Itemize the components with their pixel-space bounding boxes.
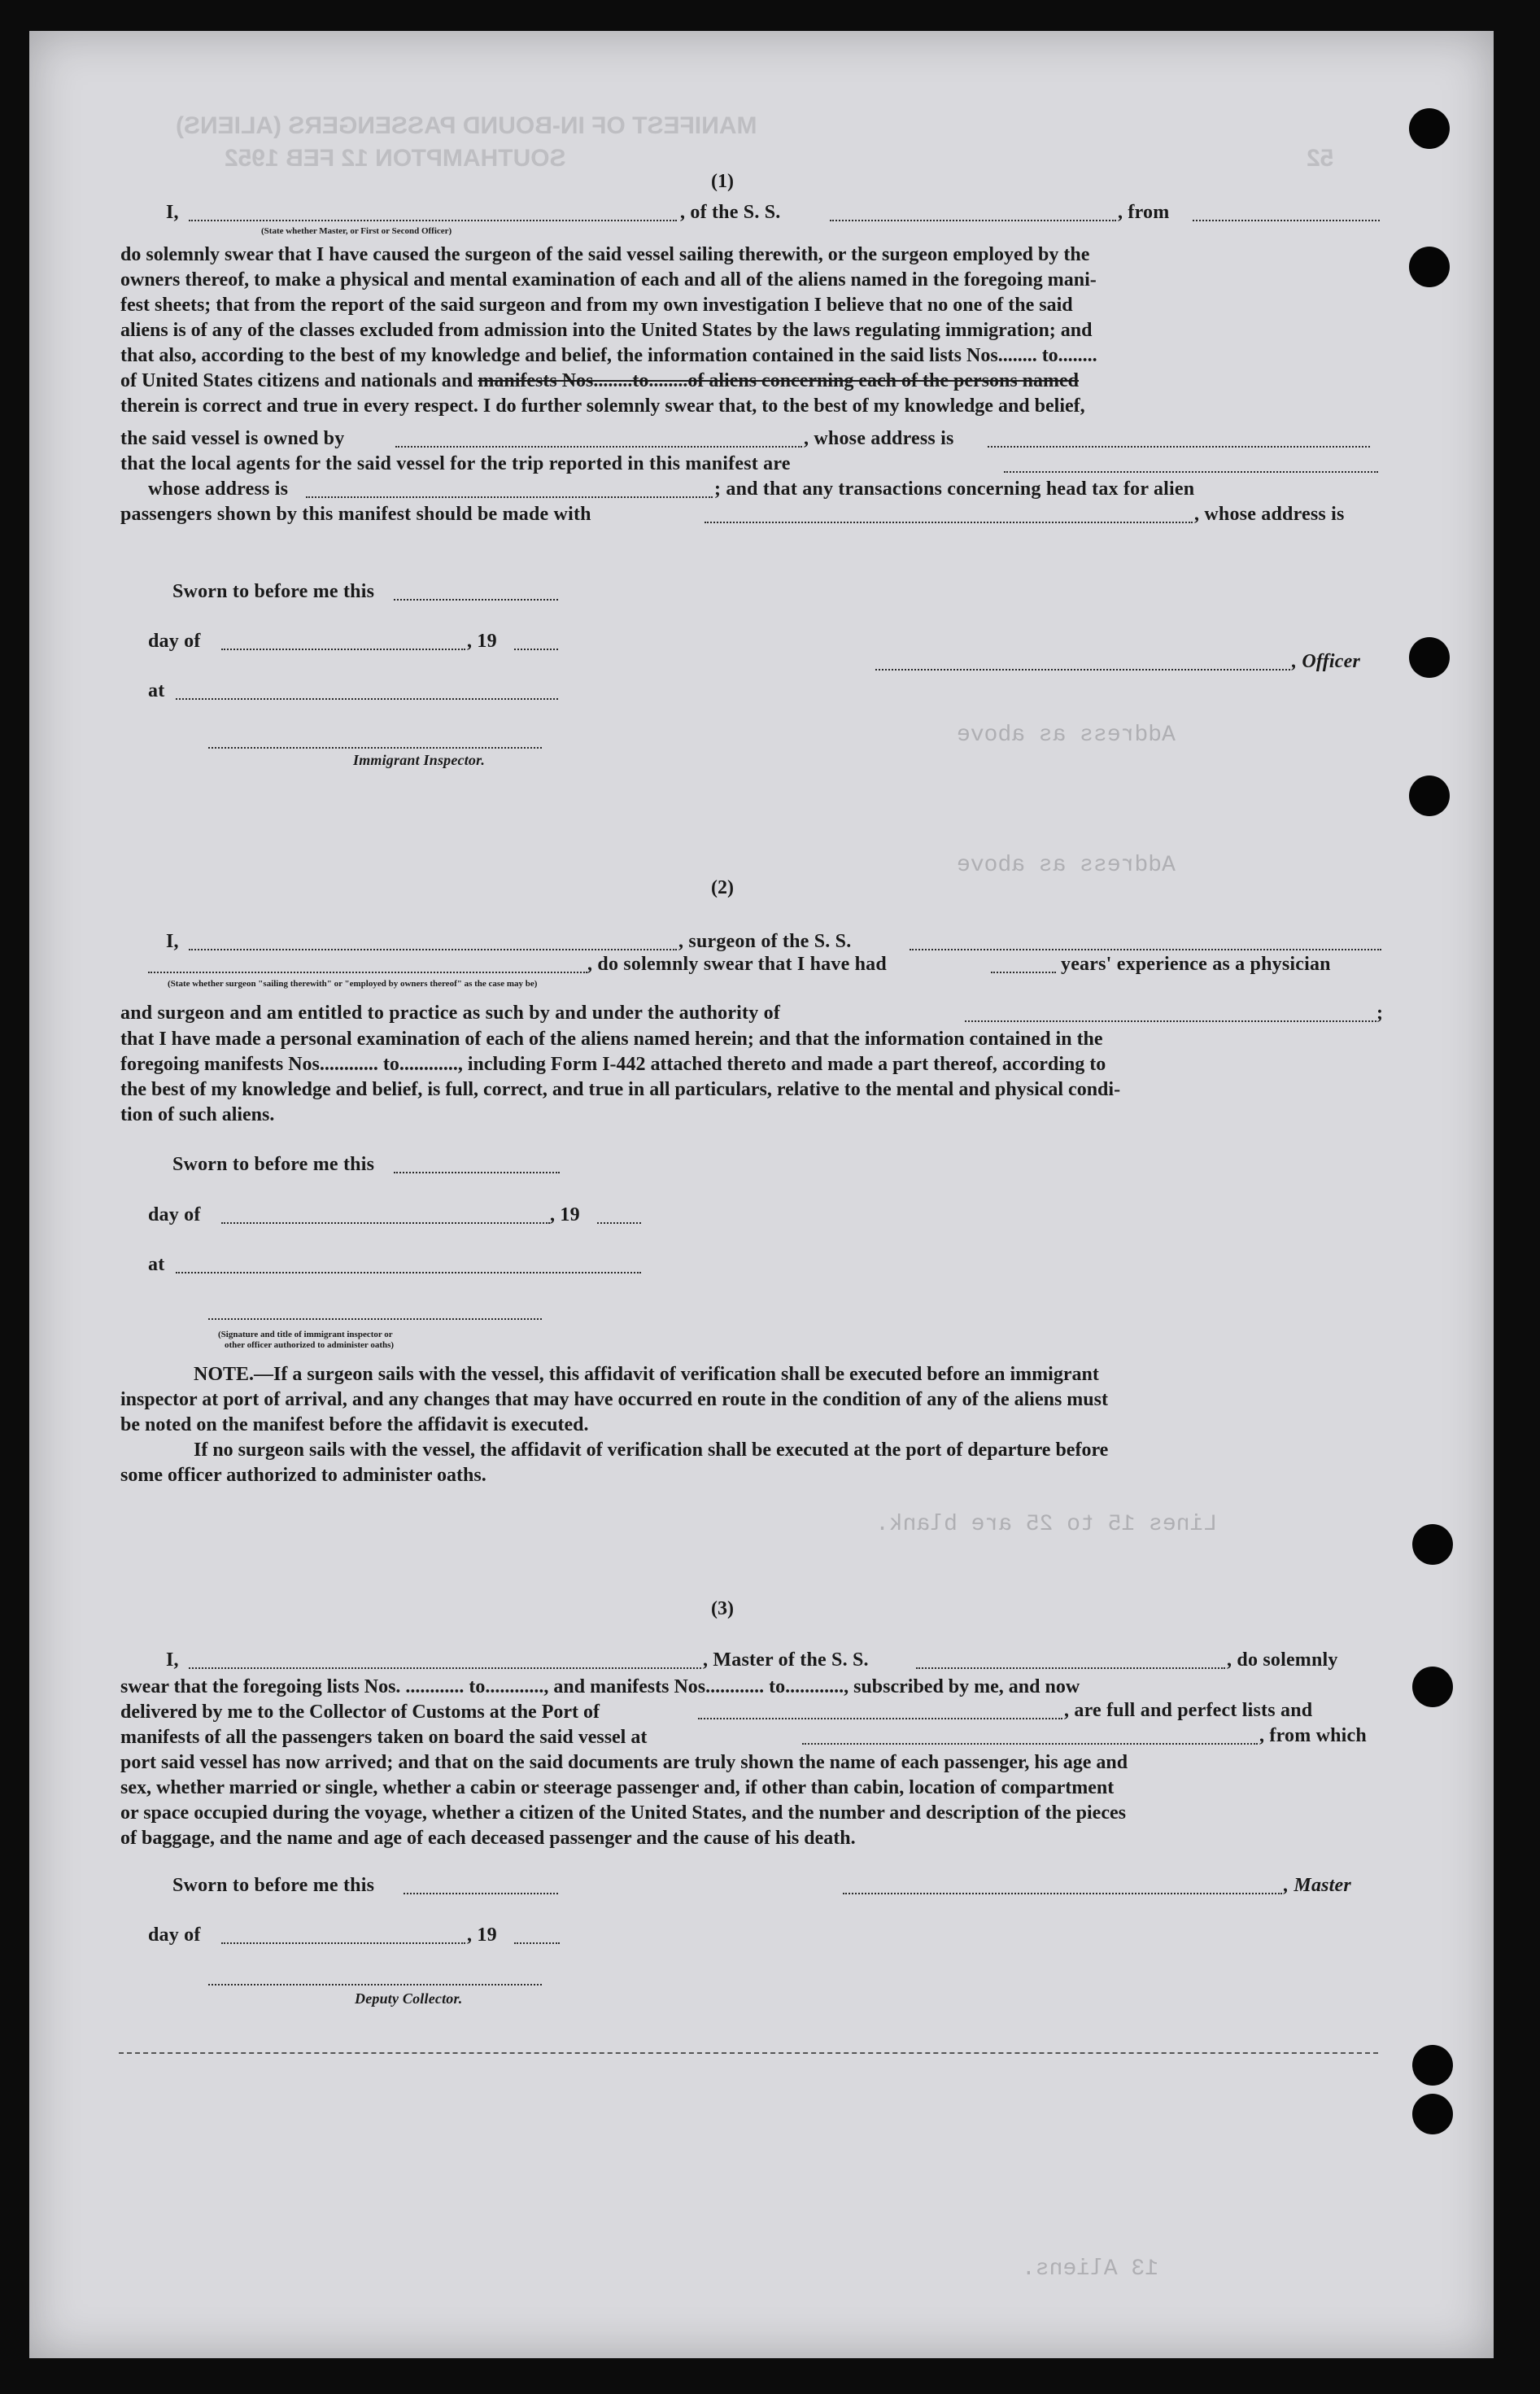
day-of-label: day of <box>148 1204 201 1225</box>
inspector-signature-field[interactable] <box>208 747 542 749</box>
immigrant-inspector-label: Immigrant Inspector. <box>353 752 486 768</box>
master-name-field[interactable] <box>189 1667 701 1669</box>
master-name-field[interactable] <box>189 220 677 221</box>
show-through-header: MANIFEST OF IN-BOUND PASSENGERS (ALIENS) <box>176 112 757 139</box>
vessel-name-field[interactable] <box>830 220 1116 221</box>
note-line: NOTE.—If a surgeon sails with the vessel, this affidavit of verification shall be executed before an immigrant <box>194 1364 1099 1385</box>
section-1-line: do solemnly swear that I have caused the surgeon of the said vessel sailing therewith, or the surgeon employed by the <box>120 244 1090 265</box>
authority-field[interactable] <box>965 1020 1376 1022</box>
note-text <box>120 1362 1381 1488</box>
authority-semicolon: ; <box>1376 1003 1384 1024</box>
surgeon-status-field[interactable] <box>148 972 587 973</box>
year-label: , 19 <box>467 1924 497 1946</box>
show-through-number: 52 <box>1307 145 1334 172</box>
month-field[interactable] <box>221 1222 550 1224</box>
year-label: , 19 <box>550 1204 580 1225</box>
section-1-line: fest sheets; that from the report of the said surgeon and from my own investigation I believe that no one of the said <box>120 295 1073 316</box>
year-label: , 19 <box>467 631 497 652</box>
section-1-line: owners thereof, to make a physical and mental examination of each and all of the aliens named in the foregoing mani- <box>120 269 1097 291</box>
surgeon-name-field[interactable] <box>189 949 677 950</box>
section-2-line: tion of such aliens. <box>120 1104 275 1125</box>
deputy-collector-label: Deputy Collector. <box>355 1990 463 2007</box>
section-1-line: therein is correct and true in every respect. I do further solemnly swear that, to the best of my knowledge and belief, <box>120 395 1085 417</box>
sworn-date-field[interactable] <box>394 599 558 601</box>
made-with-label: passengers shown by this manifest should be made with <box>120 504 591 525</box>
from-label: , from <box>1118 202 1170 223</box>
master-of-label: , Master of the S. S. <box>703 1649 869 1671</box>
at-label: at <box>148 680 165 701</box>
section-2-text <box>120 1027 1381 1128</box>
punch-hole <box>1409 775 1450 816</box>
authority-label: and surgeon and am entitled to practice as such by and under the authority of <box>120 1003 781 1024</box>
year-field[interactable] <box>597 1222 641 1224</box>
month-field[interactable] <box>221 649 465 650</box>
note-line: If no surgeon sails with the vessel, the affidavit of verification shall be executed at the port of departure before <box>194 1439 1109 1461</box>
signature-caption: (Signature and title of immigrant inspector or <box>218 1330 393 1339</box>
signature-caption: other officer authorized to administer oaths) <box>225 1340 395 1350</box>
solemnly-label: , do solemnly <box>1227 1649 1338 1671</box>
section-3-line: port said vessel has now arrived; and that on the said documents are truly shown the name of each passenger, his age and <box>120 1752 1128 1773</box>
section-3-i: I, <box>166 1649 179 1671</box>
show-through-lines-blank: Lines 15 to 25 are blank. <box>875 1512 1218 1537</box>
years-field[interactable] <box>991 972 1056 973</box>
of-ss-label: , of the S. S. <box>680 202 781 223</box>
section-2-line: the best of my knowledge and belief, is full, correct, and true in all particulars, relative to the mental and physical condi- <box>120 1079 1121 1100</box>
owned-by-label: the said vessel is owned by <box>120 428 345 449</box>
made-with-address-label: , whose address is <box>1194 504 1345 525</box>
section-2-line: foregoing manifests Nos............ to............, including Form I-442 attached thereto and made a part thereof, according to <box>120 1054 1106 1075</box>
punch-hole <box>1409 637 1450 678</box>
surgeon-caption: (State whether surgeon "sailing therewith" or "employed by owners thereof" as the case may be) <box>168 979 538 989</box>
section-3-line: of baggage, and the name and age of each deceased passenger and the cause of his death. <box>120 1828 856 1849</box>
years-experience-label: years' experience as a physician <box>1061 954 1331 975</box>
section-3-line: or space occupied during the voyage, whether a citizen of the United States, and the number and description of the pieces <box>120 1802 1126 1824</box>
head-tax-text: ; and that any transactions concerning head tax for alien <box>714 478 1195 500</box>
master-signature-field[interactable] <box>843 1893 1282 1894</box>
section-2-i: I, <box>166 931 179 952</box>
owner-field[interactable] <box>395 446 802 448</box>
punch-hole <box>1412 2094 1453 2134</box>
owner-address-label: , whose address is <box>804 428 954 449</box>
sworn-label: Sworn to before me this <box>172 1154 375 1175</box>
at-label: at <box>148 1254 165 1275</box>
show-through-address: Address as above <box>957 723 1176 748</box>
agent-address-field[interactable] <box>306 496 713 498</box>
from-port-field[interactable] <box>1193 220 1380 221</box>
section-1-line-6: of United States citizens and nationals and manifests Nos........to........of aliens concerning each of the persons named <box>120 370 1080 391</box>
section-3-number: (3) <box>711 1598 734 1619</box>
made-with-field[interactable] <box>705 522 1193 523</box>
deputy-collector-signature-field[interactable] <box>208 1984 542 1986</box>
year-field[interactable] <box>514 1942 560 1944</box>
day-of-label: day of <box>148 1924 201 1946</box>
section-2-line: that I have made a personal examination of each of the aliens named herein; and that the information contained in the <box>120 1029 1103 1050</box>
sworn-date-field[interactable] <box>394 1172 560 1173</box>
punch-hole <box>1412 1667 1453 1707</box>
manifest-page <box>29 31 1494 2358</box>
full-perfect-label: , are full and perfect lists and <box>1064 1700 1313 1721</box>
punch-hole <box>1409 247 1450 287</box>
agent-address-label: whose address is <box>148 478 289 500</box>
customs-port-field[interactable] <box>698 1718 1062 1719</box>
show-through-header-2: SOUTHAMPTON 12 FEB 1952 <box>225 145 566 172</box>
show-through-aliens-count: 13 Aliens. <box>1022 2256 1159 2282</box>
departure-port-field[interactable] <box>802 1743 1258 1745</box>
section-3-line: delivered by me to the Collector of Customs at the Port of <box>120 1702 600 1723</box>
show-through-address: Address as above <box>957 853 1176 878</box>
master-label: , Master <box>1284 1875 1351 1896</box>
local-agents-field[interactable] <box>1004 471 1378 473</box>
officer-signature-field[interactable] <box>875 669 1290 671</box>
role-caption: (State whether Master, or First or Second Officer) <box>261 226 452 236</box>
officer-label: , Officer <box>1292 651 1360 672</box>
day-of-label: day of <box>148 631 201 652</box>
inspector-signature-field[interactable] <box>208 1318 542 1320</box>
surgeon-of-label: , surgeon of the S. S. <box>678 931 852 952</box>
section-1-line: aliens is of any of the classes excluded from admission into the United States by the laws regulating immigration; and <box>120 320 1093 341</box>
note-line: some officer authorized to administer oaths. <box>120 1465 486 1486</box>
section-2-number: (2) <box>711 877 734 898</box>
owner-address-field[interactable] <box>988 446 1370 448</box>
solemnly-label: , do solemnly swear that I have had <box>587 954 887 975</box>
section-1-line: that also, according to the best of my knowledge and belief, the information contained in the said lists Nos........ to........ <box>120 345 1097 366</box>
section-1-text <box>120 242 1381 419</box>
note-line: inspector at port of arrival, and any changes that may have occurred en route in the condition of any of the aliens must <box>120 1389 1108 1410</box>
bottom-rule <box>119 2052 1378 2054</box>
vessel-name-field[interactable] <box>916 1667 1225 1669</box>
punch-hole <box>1412 1524 1453 1565</box>
place-field[interactable] <box>176 1272 641 1273</box>
section-1-i: I, <box>166 202 179 223</box>
year-field[interactable] <box>514 649 558 650</box>
section-3-line: swear that the foregoing lists Nos. ............ to............, and manifests Nos............ to............, subscribed by me, and now <box>120 1676 1080 1697</box>
section-1-number: (1) <box>711 171 734 192</box>
month-field[interactable] <box>221 1942 465 1944</box>
struck-text: manifests Nos........to........of aliens concerning each of the persons named <box>478 370 1080 391</box>
punch-hole <box>1409 108 1450 149</box>
note-line: be noted on the manifest before the affidavit is executed. <box>120 1414 589 1435</box>
section-3-line: sex, whether married or single, whether a cabin or steerage passenger and, if other than cabin, location of compartment <box>120 1777 1115 1798</box>
surgeon-vessel-field[interactable] <box>910 949 1381 950</box>
place-field[interactable] <box>176 698 558 700</box>
sworn-label: Sworn to before me this <box>172 1875 375 1896</box>
local-agents-label: that the local agents for the said vessel for the trip reported in this manifest are <box>120 453 791 474</box>
from-which-label: , from which <box>1259 1725 1367 1746</box>
sworn-date-field[interactable] <box>404 1893 558 1894</box>
sworn-label: Sworn to before me this <box>172 581 375 602</box>
section-3-line: manifests of all the passengers taken on board the said vessel at <box>120 1727 648 1748</box>
punch-hole <box>1412 2045 1453 2086</box>
